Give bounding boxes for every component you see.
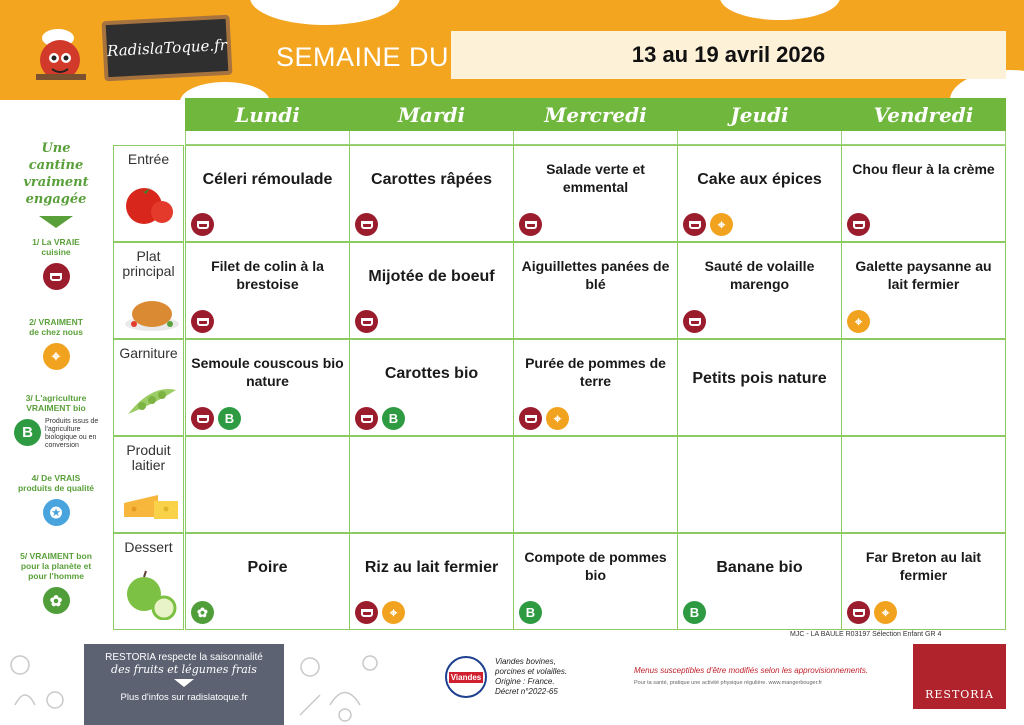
day-header: Jeudi (677, 98, 842, 131)
day-header: Vendredi (841, 98, 1006, 131)
dish-name: Carottes bio (384, 365, 479, 382)
cooking-pot-icon (191, 407, 214, 430)
date-range: 13 au 19 avril 2026 (631, 42, 826, 67)
cooking-pot-icon (191, 213, 214, 236)
menu-cell (677, 145, 842, 242)
criterion-cuisine (0, 237, 112, 290)
menu-cell (349, 436, 514, 533)
local-map-icon: ⌖ (43, 343, 70, 370)
bio-icon: B (382, 407, 405, 430)
dish-labels (191, 601, 214, 624)
menu-cell (185, 533, 350, 630)
apple-icon (124, 570, 178, 620)
dish-name: Poire (247, 559, 288, 576)
day-header: Lundi (185, 98, 350, 131)
criterion-label: 1/ La VRAIE cuisine (32, 237, 80, 257)
engagement-sidebar (0, 140, 112, 228)
cooking-pot-icon (519, 213, 542, 236)
day-header: Mardi (349, 98, 514, 131)
date-box (451, 31, 1006, 79)
menu-cell (185, 145, 350, 242)
menu-cell (841, 145, 1006, 242)
menu-reference: MJC - LA BAULE R03197 Sélection Enfant GR 4 (790, 631, 942, 638)
saisonnalite-banner (84, 644, 284, 725)
dish-labels (519, 601, 542, 624)
menu-cell (349, 145, 514, 242)
course-label: Produit laitier (113, 436, 184, 533)
dish-name: Far Breton au lait fermier (865, 549, 982, 583)
dish-labels (847, 213, 870, 236)
dish-labels (191, 213, 214, 236)
cooking-pot-icon (355, 407, 378, 430)
menu-cell (677, 533, 842, 630)
dish-name: Galette paysanne au lait fermier (855, 258, 992, 292)
viandes-line: Origine : France. (495, 677, 555, 686)
restoria-logo (913, 644, 1006, 709)
bio-icon: B (14, 419, 41, 446)
dish-name: Petits pois nature (692, 370, 827, 387)
cooking-pot-icon (519, 407, 542, 430)
dish-labels (519, 213, 542, 236)
cloud-decoration (720, 0, 840, 20)
menu-cell (513, 145, 678, 242)
criterion-label: 3/ L'agriculture VRAIMENT bio (25, 393, 87, 413)
dish-labels (683, 310, 706, 333)
menu-cell (349, 339, 514, 436)
bio-note: Produits issus de l'agriculture biologique ou en conversion (45, 418, 99, 449)
local-map-icon: ⌖ (546, 407, 569, 430)
dish-labels (355, 601, 405, 624)
day-subheader-strip (841, 131, 1006, 145)
cooking-pot-icon (43, 263, 70, 290)
menu-cell (513, 436, 678, 533)
local-map-icon: ⌖ (874, 601, 897, 624)
cooking-pot-icon (355, 601, 378, 624)
logo-text: RadislaToque.fr (106, 35, 228, 61)
tomato-icon (124, 178, 176, 228)
dish-name: Sauté de volaille marengo (704, 258, 815, 292)
semaine-label: SEMAINE DU (276, 42, 450, 72)
cooking-pot-icon (191, 310, 214, 333)
cooking-pot-icon (683, 310, 706, 333)
saisonnalite-text-2: des fruits et légumes frais (111, 663, 257, 676)
menu-cell (513, 339, 678, 436)
sidebar-title: Une cantine vraiment engagée (23, 141, 89, 207)
day-subheader-strip (185, 131, 350, 145)
dish-name: Mijotée de boeuf (368, 268, 495, 285)
viandes-badge-text: Viandes (450, 672, 482, 682)
menu-cell (841, 533, 1006, 630)
dish-name: Cake aux épices (697, 171, 822, 188)
menu-cell (841, 436, 1006, 533)
viandes-line: porcines et volailles. (495, 667, 568, 676)
menu-cell (841, 339, 1006, 436)
more-info-link[interactable]: Plus d'infos sur radislatoque.fr (120, 692, 248, 703)
roast-chicken-icon (124, 294, 180, 332)
dish-labels (355, 310, 378, 333)
dish-name: Chou fleur à la crème (852, 161, 995, 177)
course-label: Garniture (113, 339, 184, 436)
dish-labels (191, 407, 241, 430)
viandes-francaises-logo (445, 656, 487, 698)
dish-name: Aiguillettes panées de blé (521, 258, 670, 292)
cloud-decoration (250, 0, 400, 25)
dish-name: Semoule couscous bio nature (191, 355, 344, 389)
menu-cell (185, 436, 350, 533)
dish-labels (355, 213, 378, 236)
radislatoque-logo (102, 15, 233, 82)
menu-cell (349, 533, 514, 630)
day-header: Mercredi (513, 98, 678, 131)
cooking-pot-icon (847, 213, 870, 236)
dish-labels (847, 601, 897, 624)
menu-cell (185, 242, 350, 339)
day-subheader-strip (513, 131, 678, 145)
menu-cell (185, 339, 350, 436)
viandes-line: Décret n°2022-65 (495, 687, 558, 696)
cooking-pot-icon (355, 213, 378, 236)
menu-cell (513, 242, 678, 339)
local-map-icon: ⌖ (710, 213, 733, 236)
dish-name: Filet de colin à la brestoise (211, 258, 324, 292)
menu-cell (677, 339, 842, 436)
saisonnalite-text: RESTORIA respecte la saisonnalité (105, 652, 263, 663)
menus-modification-note: Menus susceptibles d'être modifiés selon les approvisionnements. (634, 666, 869, 675)
cooking-pot-icon (355, 310, 378, 333)
local-map-icon: ⌖ (382, 601, 405, 624)
viandes-origine-text (495, 657, 567, 697)
dish-labels (683, 213, 733, 236)
quality-label-icon: ✪ (43, 499, 70, 526)
header-banner (0, 0, 1024, 100)
cooking-pot-icon (683, 213, 706, 236)
viandes-line: Viandes bovines, (495, 657, 556, 666)
dish-labels (683, 601, 706, 624)
chef-mascot-icon (28, 28, 98, 88)
dish-name: Salade verte et emmental (546, 161, 645, 195)
criterion-local (0, 317, 112, 370)
course-label: Dessert (113, 533, 184, 630)
dish-name: Compote de pommes bio (524, 549, 667, 583)
criterion-planet (0, 551, 112, 614)
restoria-logo-text: RESTORIA (925, 688, 994, 701)
bio-icon: B (683, 601, 706, 624)
dish-name: Purée de pommes de terre (525, 355, 666, 389)
menu-cell (677, 436, 842, 533)
cheese-icon (124, 491, 178, 521)
course-label: Plat principal (113, 242, 184, 339)
menu-cell (677, 242, 842, 339)
dish-name: Riz au lait fermier (364, 559, 499, 576)
day-subheader-strip (349, 131, 514, 145)
dish-labels (519, 407, 569, 430)
arrow-down-icon (174, 679, 194, 687)
planet-icon: ✿ (191, 601, 214, 624)
mangerbouger-note: Pour ta santé, pratique une activité physique régulière. www.mangerbouger.fr (634, 680, 823, 686)
criterion-label: 2/ VRAIMENT de chez nous (29, 317, 83, 337)
menu-cell (349, 242, 514, 339)
criterion-label: 4/ De VRAIS produits de qualité (17, 473, 95, 493)
criterion-quality (0, 473, 112, 526)
local-map-icon: ⌖ (847, 310, 870, 333)
day-subheader-strip (677, 131, 842, 145)
dish-name: Banane bio (716, 559, 803, 576)
arrow-down-icon (39, 216, 73, 228)
peas-icon (124, 380, 180, 420)
course-label: Entrée (113, 145, 184, 242)
bio-icon: B (218, 407, 241, 430)
dish-labels (847, 310, 870, 333)
criterion-label: 5/ VRAIMENT bon pour la planète et pour l'homme (20, 551, 92, 581)
dish-name: Céleri rémoulade (202, 171, 333, 188)
cooking-pot-icon (847, 601, 870, 624)
planet-icon: ✿ (43, 587, 70, 614)
bio-icon: B (519, 601, 542, 624)
dish-labels (191, 310, 214, 333)
menu-cell (841, 242, 1006, 339)
menu-cell (513, 533, 678, 630)
dish-name: Carottes râpées (371, 171, 492, 188)
dish-labels (355, 407, 405, 430)
